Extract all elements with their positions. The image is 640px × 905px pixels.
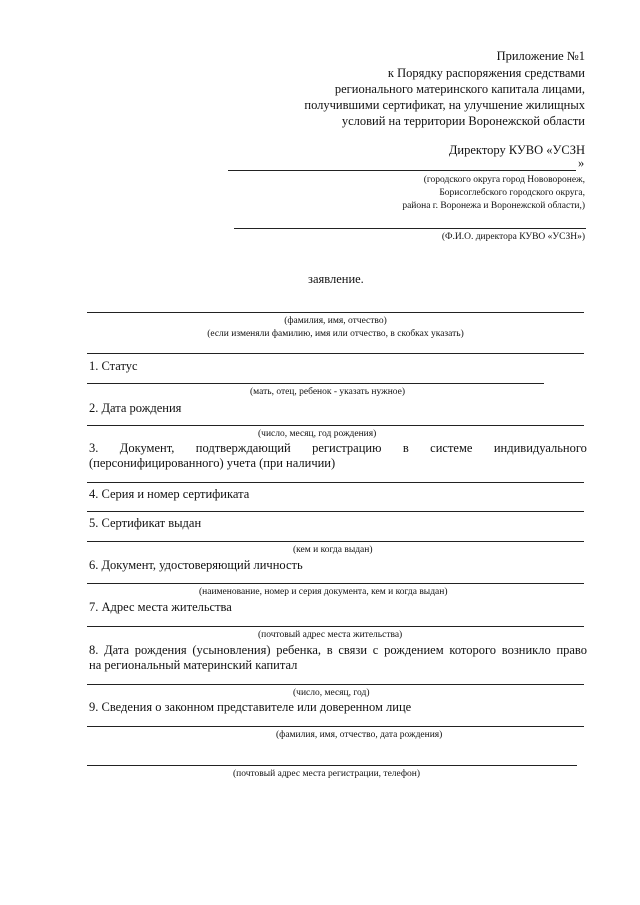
field-snils-word: системе [430,441,473,455]
field-residence-address-input-line[interactable] [87,626,584,627]
field-snils-label [89,441,587,471]
field-snils-word: 3. [89,441,99,455]
district-hint-2: Борисоглебского городского округа, [439,188,585,198]
appendix-line-3: получившими сертификат, на улучшение жилищных [304,98,585,112]
field-snils-word: Документ, [119,441,175,455]
field-identity-document-hint: (наименование, номер и серия документа, кем и когда выдан) [199,587,448,597]
field-snils-word: индивидуального [493,441,587,455]
field-status-hint: (мать, отец, ребенок - указать нужное) [250,387,406,397]
field-status-label: 1. Статус [89,359,138,373]
appendix-line-2: регионального материнского капитала лицами, [334,82,585,96]
district-input-line[interactable] [228,170,576,171]
field-child-birthdate-label-line2: на региональный материнский капитал [89,658,298,672]
field-certificate-issued-hint: (кем и когда выдан) [293,545,373,555]
appendix-line-4: условий на территории Воронежской области [341,114,585,128]
field-residence-address-hint: (почтовый адрес места жительства) [258,630,403,640]
appendix-number: Приложение №1 [496,49,585,63]
field-snils-label-line2: (персонифицированного) учета (при наличии) [89,456,336,470]
field-certificate-issued-input-line[interactable] [87,541,584,542]
field-identity-document-label: 6. Документ, удостоверяющий личность [89,558,303,572]
field-child-birthdate-hint: (число, месяц, год) [293,688,370,698]
field-residence-address-label: 7. Адрес места жительства [89,600,232,614]
field-snils-word: подтверждающий [195,441,291,455]
field-representative-hint: (фамилия, имя, отчество, дата рождения) [276,730,443,740]
closing-quote: » [578,156,585,170]
field-certificate-number-input-line[interactable] [87,511,584,512]
applicant-name-hint: (фамилия, имя, отчество) [284,316,387,326]
field-snils-input-line[interactable] [87,482,584,483]
field-certificate-number-label: 4. Серия и номер сертификата [89,487,250,501]
document-title: заявление. [308,272,364,286]
appendix-line-1: к Порядку распоряжения средствами [387,66,585,80]
field-birthdate-input-line[interactable] [87,425,584,426]
field-status-input-line[interactable] [87,383,544,384]
applicant-extra-line[interactable] [87,353,584,354]
field-snils-word: регистрацию [312,441,382,455]
field-representative-address-hint: (почтовый адрес места регистрации, телефон) [233,769,421,779]
field-certificate-issued-label: 5. Сертификат выдан [89,516,202,530]
applicant-name-note: (если изменяли фамилию, имя или отчество, в скобках указать) [207,329,464,339]
district-hint-3: района г. Воронежа и Воронежской области,) [402,201,585,211]
field-identity-document-input-line[interactable] [87,583,584,584]
field-child-birthdate-input-line[interactable] [87,684,584,685]
field-representative-label: 9. Сведения о законном представителе или доверенном лице [89,700,412,714]
field-representative-input-line[interactable] [87,726,584,727]
field-representative-address-input-line[interactable] [87,765,577,766]
field-birthdate-label: 2. Дата рождения [89,401,182,415]
director-name-hint: (Ф.И.О. директора КУВО «УСЗН») [441,232,585,242]
addressee-title: Директору КУВО «УСЗН [448,143,585,157]
director-name-input-line[interactable] [234,228,586,229]
field-child-birthdate-label-line1: 8. Дата рождения (усыновления) ребенка, в связи с рождением которого возникло право [89,643,587,657]
district-hint-1: (городского округа город Нововоронеж, [423,175,585,185]
applicant-name-input-line[interactable] [87,312,584,313]
field-snils-word: в [402,441,409,455]
field-birthdate-hint: (число, месяц, год рождения) [258,429,377,439]
